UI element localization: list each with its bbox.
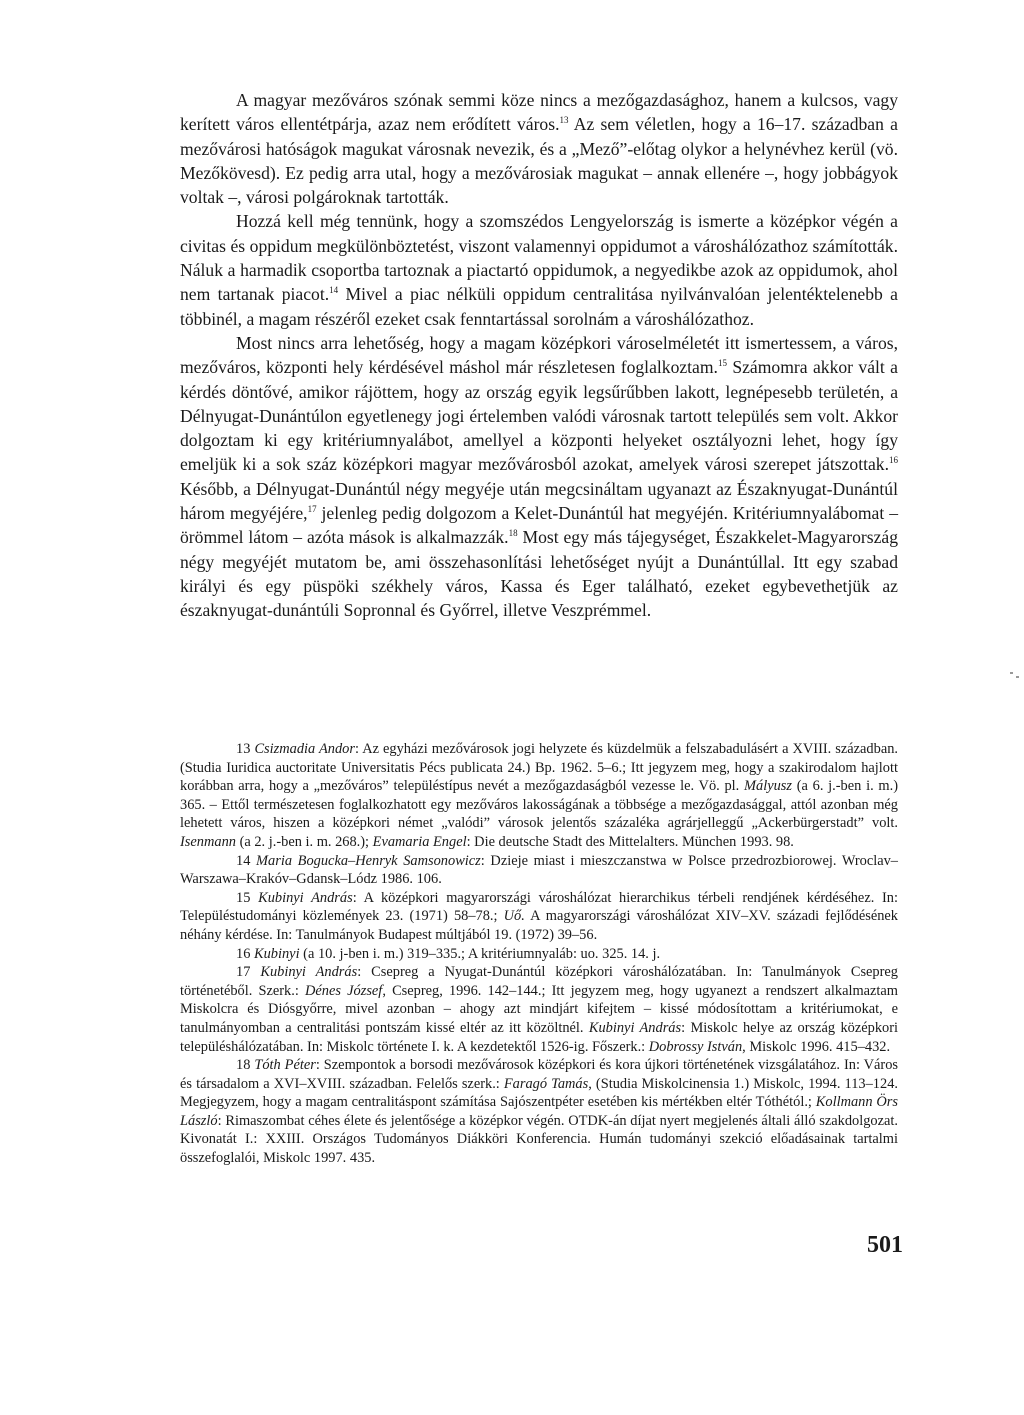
author-name: Kubinyi András — [260, 964, 358, 981]
author-name: Faragó Tamás — [503, 1075, 589, 1092]
text-run: , (Studia Miskolcinensia 1.) Miskolc, 1994. 113–124. Megjegyzem, hogy a magam centralitáspont számítása Sajószentpéter esetében kis mértékben eltér Tóthétól.; — [180, 1075, 898, 1111]
scan-speck — [1010, 672, 1013, 674]
paragraph — [180, 331, 898, 623]
author-name: Evamaria Engel — [372, 833, 467, 850]
text-run: jelenleg pedig dolgozom a Kelet-Dunántúl hat megyéjén. Kritériumnyalábomat – örömmel látom – azóta mások is alkalmazzák. — [180, 503, 898, 548]
paragraph — [180, 209, 898, 330]
text-run: Az sem véletlen, hogy a 16–17. században a mezővárosi hatóságok magukat városnak nevezik, és a „Mező”-előtag olykor a helynévhez kerül (vö. Mezőkövesd). Ez pedig arra utal, hogy a mezővárosiak magukat – annak ellenére –, hogy jobbágyok voltak –, városi polgároknak tartották. — [180, 114, 898, 208]
main-text — [180, 88, 898, 623]
text-run: 18 — [236, 1057, 255, 1074]
text-run: Hozzá kell még tennünk, hogy a szomszédos Lengyelország is ismerte a középkor végén a civitas és oppidum megkülönböztetést, viszont valamennyi oppidumot a városhálózathoz számították. Náluk a harmadik csoportba tartoznak a piactartó oppidumok, a negyedikbe azok az oppidumok, ahol nem tartanak piacot. — [180, 211, 898, 305]
text-run: : Csepreg a Nyugat-Dunántúl középkori városhálózatában. In: Tanulmányok Csepreg történetéből. Szerk.: — [180, 964, 898, 999]
text-run: (a 2. j.-ben i. m. 268.); — [235, 833, 373, 850]
scan-speck — [1016, 676, 1019, 678]
author-name: Kubinyi — [254, 945, 300, 962]
text-run: (a 10. j-ben i. m.) 319–335.; A kritériumnyaláb: uo. 325. 14. j. — [299, 945, 661, 962]
paragraph — [180, 88, 898, 209]
text-run: A magyar mezőváros szónak semmi köze nincs a mezőgazdasághoz, hanem a kulcsos, vagy kerített város ellentétpárja, azaz nem erődített város. — [180, 90, 898, 135]
footnote-ref: 17 — [307, 504, 317, 515]
text-run: 16 — [236, 945, 254, 962]
author-name: Dobrossy István — [648, 1038, 743, 1055]
text-run: Mivel a piac nélküli oppidum centralitása nyilvánvalóan jelentéktelenebb a többinél, a magam részéről ezeket csak fenntartással sorolnám a városhálózathoz. — [180, 284, 898, 329]
text-run: : Az egyházi mezővárosok jogi helyzete és küzdelmük a felszabadulásért a XVIII. században. (Studia Iuridica auctoritate Universitatis Pécs publicata 24.) Bp. 1962. 5–6.; Itt jegyzem meg, hogy a szakirodalom hajlott korábban arra, hogy a „mezőváros” településtípus nevét a mezőgazdaságból vezesse le. Vö. pl. — [180, 741, 898, 795]
text-run: , Csepreg, 1996. 142–144.; Itt jegyzem meg, hogy ugyanezt a rendszert alkalmaztam Miskolcra és Diósgyőrre, mivel azonban – ahogy azt mindjárt kifejtem – kissé módosítottam a kritériumokat, e tanulmányomban a centralitási pontszám kissé eltér az itt közöltnél. — [180, 982, 898, 1036]
footnote-ref: 14 — [329, 285, 339, 296]
text-run: 15 — [236, 889, 259, 906]
text-run: Számomra akkor vált a kérdés döntővé, amikor rájöttem, hogy az ország egyik legsűrűbben lakott, legnépesebb területén, a Délnyugat-Dunántúlon egyetlenegy jogi értelemben valódi városnak tartott település sem volt. Akkor dolgoztam ki egy kritériumnyalábot, amellyel a központi helyeket osztályozni lehet, hogy így emeljük ki a sok száz középkori magyar mezővárosból azokat, amelyek városi szerepet játszottak. — [180, 357, 898, 475]
footnote-ref: 15 — [717, 358, 727, 369]
text-run: Most egy más tájegységet, Északkelet-Magyarország négy megyéjét mutatom be, ami összehasonlítási lehetőséget nyújt a Dunántúllal. Itt egy szabad királyi és egy püspöki székhely város, Kassa és Eger található, ezeket egybevethetjük az északnyugat-dunántúli Sopronnal és Győrrel, illetve Veszprémmel. — [180, 527, 898, 621]
text-run: : Rimaszombat céhes élete és jelentősége a középkor végén. OTDK-án díjat nyert megjelenés általi álló szakdolgozat. Kivonatát I.: XXIII. Országos Tudományos Diákköri Konferencia. Humán tudományi szekció előadásainak tartalmi összefoglalói, Miskolc 1997. 435. — [180, 1112, 898, 1167]
text-run: : Dzieje miast i mieszczanstwa w Polsce przedrozbiorowej. Wroclav–Warszawa–Krakóv–Gdansk–Lódz 1986. 106. — [180, 852, 898, 888]
footnote-17 — [180, 963, 898, 1056]
footnote-ref: 16 — [889, 455, 898, 466]
text-run: , Miskolc 1996. 415–432. — [742, 1038, 891, 1055]
footnote-16 — [180, 945, 898, 964]
text-run: Később, a Délnyugat-Dunántúl négy megyéje után megcsináltam ugyanazt az Északnyugat-Dunántúl három megyéjére, — [180, 478, 898, 524]
footnote-ref: 13 — [559, 115, 569, 126]
author-name: Isenmann — [180, 833, 236, 850]
author-name: Kubinyi András — [588, 1019, 682, 1036]
text-run: Most nincs arra lehetőség, hogy a magam középkori városelméletét itt ismertessem, a város, mezőváros, központi hely kérdésével máshol már részletesen foglalkoztam. — [180, 332, 898, 378]
author-name: Csizmadia Andor — [254, 741, 355, 757]
author-name: Tóth Péter — [254, 1057, 316, 1074]
footnote-ref: 18 — [508, 528, 518, 539]
text-run: : Miskolc helye az ország középkori településhálózatában. In: Miskolc története I. k. A kezdetektől 1526-ig. Főszerk.: — [180, 1019, 898, 1055]
footnote-14 — [180, 852, 898, 889]
page-number: 501 — [867, 1232, 903, 1258]
footnote-15 — [180, 889, 898, 945]
text-run: 17 — [236, 964, 261, 981]
text-run: (a 6. j.-ben i. m.) 365. – Ettől természetesen foglalkozhatott egy mezőváros lakosságának a többsége a mezőgazdasággal, attól azonban még lehetett város, hiszen a középkori német „valódi” városok jelentős százaléka agrárjelleggű „Ackerbürgerstadt” volt. — [180, 778, 898, 832]
text-run: : Die deutsche Stadt des Mittelalters. München 1993. 98. — [466, 833, 794, 850]
author-name: Uő. — [503, 908, 525, 925]
text-run: 13 — [236, 741, 255, 757]
author-name: Kubinyi András — [258, 889, 353, 906]
text-run: 14 — [236, 852, 257, 869]
footnote-18 — [180, 1056, 898, 1168]
text-run: : Szempontok a borsodi mezővárosok középkori és kora újkori történetének vizsgálatához. In: Város és társadalom a XVI–XVIII. században. Felelős szerk.: — [180, 1057, 898, 1092]
author-name: Mályusz — [744, 778, 792, 795]
text-run: A magyarországi városhálózat XIV–XV. századi fejlődésének néhány kérdése. In: Tanulmányok Budapest múltjából 19. (1972) 39–56. — [180, 908, 898, 943]
footnote-13 — [180, 740, 898, 852]
author-name: Dénes József — [305, 982, 383, 999]
text-run: : A középkori magyarországi városhálózat hierarchikus térbeli rendjének kérdéséhez. In: Településtudományi közlemények 23. (1971) 58–78.; — [180, 889, 899, 925]
footnotes — [180, 740, 898, 1168]
author-name: Kollmann Örs László — [180, 1094, 898, 1129]
author-name: Maria Bogucka–Henryk Samsonowicz — [256, 852, 481, 869]
